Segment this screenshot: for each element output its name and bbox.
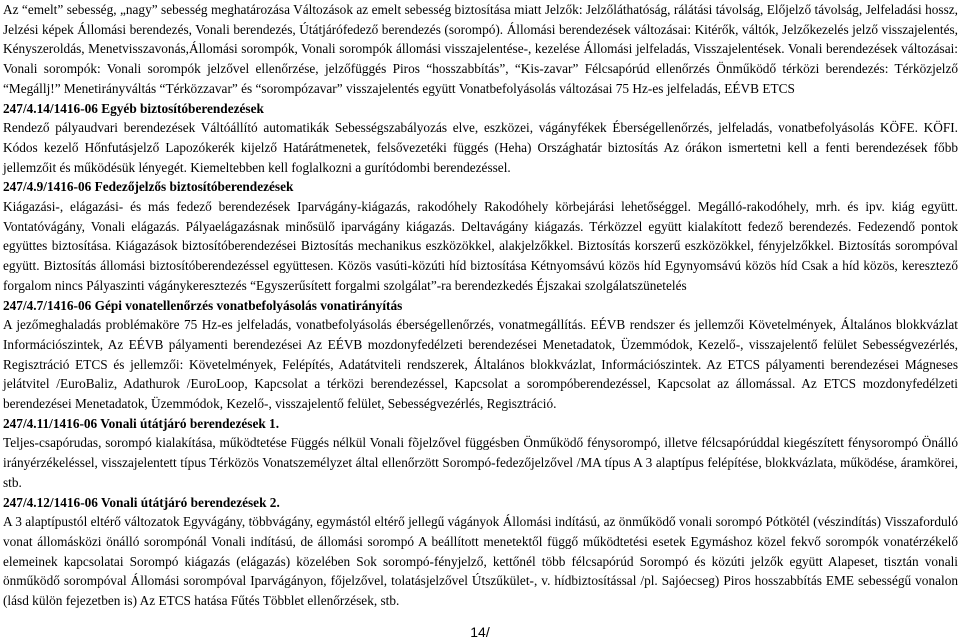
paragraph-vonali-utatjaro-1: Teljes-csapórudas, sorompó kialakítása, működtetése Függés nélkül Vonali fõjelzővel függésben Önműködő fénysorompó, illetve félcsapórúddal kiegészített fénysorompó Önálló irányérzékeléssel, visszajelentett típus Térközös Vonatszemélyzet által ellenőrzött Sorompó-fedezőjelzővel /MA típus A 3 alaptípus felépítése, blokkvázlata, működése, áramkörei, stb. [3, 435, 958, 490]
paragraph-gepi-vonatellenorzes: A jezőmeghaladás problémaköre 75 Hz-es jelfeladás, vonatbefolyásolás éberségellenőrzés, vonatmegállítás. EÉVB rendszer és jellemzői Követelmények, Általános blokkvázlat Információszintek, Az EÉVB pályamenti berendezései Az EÉVB mozdonyfedélzeti berendezései Menetadatok, Üzemmódok, Kezelő-, visszajelentő felület Sebességvezérlés, Regisztráció ETCS és jellemzői: Követelmények, Felépítés, Adatátviteli rendszerek, Általános blokkvázlat, Információszintek. Az ETCS pályamenti berendezései Mágneses jelátvitel /EuroBaliz, Adathurok /EuroLoop, Kapcsolat a térközi berendezéssel, Kapcsolat a sorompóberendezéssel, Kapcsolat az állomással. Az ETCS mozdonyfedélzeti berendezései Menetadatok, Üzemmódok, Kezelő-, visszajelentő felület, Sebességvezérlés, Regisztráció. [3, 317, 958, 412]
heading-fedezojelzos-biztositoberendezesek: 247/4.9/1416-06 Fedezőjelzős biztosítóberendezések [3, 179, 294, 195]
page-number: 14/ [470, 624, 490, 640]
paragraph-fedezojelzos-biztositoberendezesek: Kiágazási-, elágazási- és más fedező berendezések Iparvágány-kiágazás, rakodóhely Rakodóhely körbejárási lehetőséggel. Megálló-rakodóhely, mrh. és ipv. kiág együtt. Vontatóvágány, Vonali elágazás. Pályaelágazásnak minősülő iparvágány kiágazás. Deltavágány kiágazás. Térközzel együtt kialakított fedező berendezés. Fedezendő pontok együttes biztosítása. Kiágazások biztosítóberendezései Biztosítás mechanikus eszközökkel, alakjelzőkkel. Biztosítás korszerű eszközökkel, fényjelzőkkel. Biztosítás sorompóval együtt. Biztosítás állomási biztosítóberendezéssel együttesen. Közös vasúti-közúti híd biztosítása Kétnyomsávú közös híd Egynyomsávú közös híd Csak a híd közös, keresztező forgalom nincs Pályaszinti vágánykeresztezés “Egyszerűsített forgalmi szolgálat”-ra berendezkedés Éjszakai szolgálatszünetelés [3, 199, 958, 293]
paragraph-vonali-utatjaro-2: A 3 alaptípustól eltérő változatok Egyvágány, többvágány, egymástól eltérő jellegű vágányok Állomási indítású, az önműködő vonali sorompó Pótkötél (vészindítás) Visszaforduló vonat állomásközi önálló sorompónál Vonali indítású, de állomási sorompó A beállított menetektől függő működtetési esetek Egymáshoz közel fekvő sorompók vonatérzékelő elemeinek kapcsolatai Sorompó kiágazás (elágazás) közelében Sok sorompó-fényjelző, kettőnél több félcsapórúd Sorompó és közúti jelzők együtt Alapeset, tisztán vonali önműködő sorompóval Állomási sorompóval Iparvágányon, főjelzővel, tolatásjelzővel Útszűkület-, v. hídbiztosítással /pl. Sajóecseg) Piros hosszabbítás EME sebességű vonalon (lásd külön fejezetben is) Az ETCS hatása Fűtés Többlet ellenőrzések, stb. [3, 514, 958, 609]
heading-vonali-utatjaro-1: 247/4.11/1416-06 Vonali útátjáró berendezések 1. [3, 415, 280, 431]
paragraph-egyeb-biztositoberendezesek: Rendező pályaudvari berendezések Váltóállító automatikák Sebességszabályozás elve, eszközei, vágányfékek Éberségellenőrzés, jelfeladás, vonatbefolyásolás KÖFE. KÖFI. Kódos kezelő Hőnfutásjelző Lapozókerék kijelző Határátmenetek, felsővezetéki függés (Heha) Országhatár biztosítás Az órákon ismertetni kell a fenti berendezések főbb jellemzőit és működésük lényegét. Kiemeltebben kell foglalkozni a gurítódombi berendezéssel. [3, 120, 958, 175]
heading-vonali-utatjaro-2: 247/4.12/1416-06 Vonali útátjáró berendezések 2. [3, 494, 280, 510]
heading-gepi-vonatellenorzes: 247/4.7/1416-06 Gépi vonatellenőrzés vonatbefolyásolás vonatirányítás [3, 297, 403, 313]
heading-egyeb-biztositoberendezesek: 247/4.14/1416-06 Egyéb biztosítóberendezések [3, 100, 264, 116]
paragraph-intro: Az “emelt” sebesség, „nagy” sebesség meghatározása Változások az emelt sebesség biztosítása miatt Jelzők: Jelzőláthatóság, rálátási távolság, Előjelző távolság, Jelfeladási hossz, Jelzési képek Állomási berendezés, Vonali berendezés, Útátjárófedező berendezés (sorompó). Állomási berendezések változásai: Kitérők, váltók, Jelzőkezelés jelző visszajelentés, Kényszeroldás, Menetvisszavonás,Állomási sorompók, Vonali sorompók állomási visszajelentése-, kezelése Állomási jelfeladás, Visszajelentések. Vonali berendezések változásai: Vonali sorompók: Vonali sorompók jelzővel ellenőrzése, jelzőfüggés Piros “hosszabbítás”, “Kis-zavar” Félcsapórúd ellenőrzés Önműködő térközi berendezés: Térközjelző “Megállj!” Menetirányváltás “Térközzavar” és “sorompózavar” visszajelentés együtt Vonatbefolyásolás változásai 75 Hz-es jelfeladás, EÉVB ETCS [3, 2, 958, 96]
